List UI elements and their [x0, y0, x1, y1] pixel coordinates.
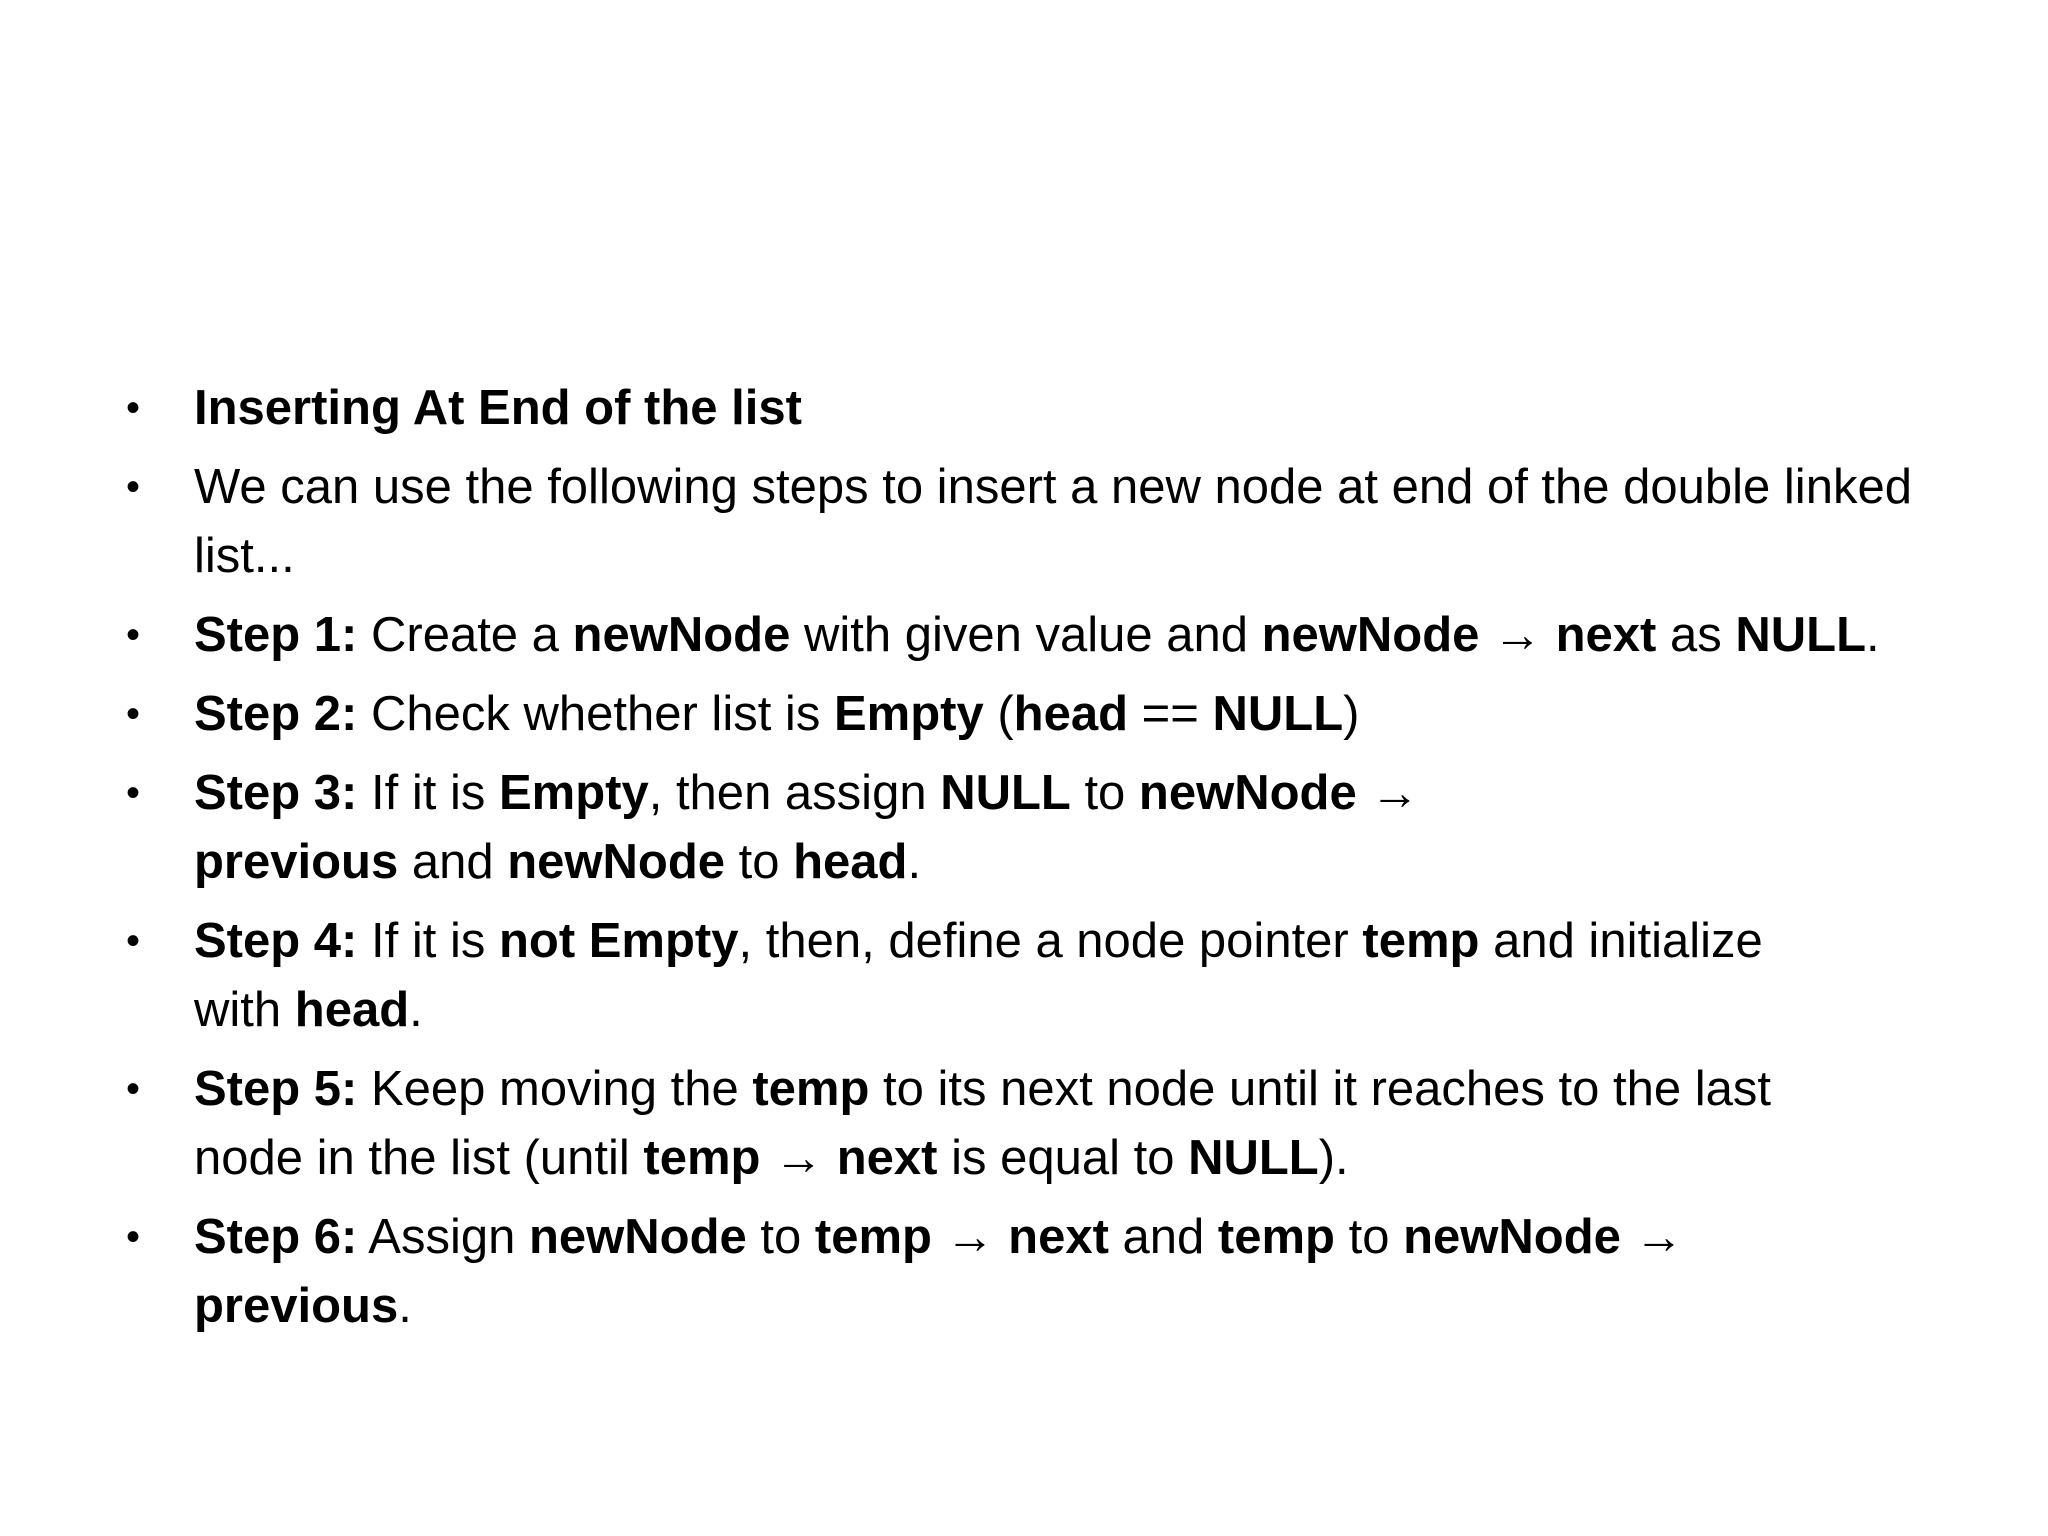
- bold-text: newNode: [528, 1210, 747, 1264]
- bullet-item: [126, 374, 1996, 443]
- bold-text: Step 6:: [194, 1210, 358, 1264]
- text: ==: [1128, 687, 1213, 741]
- bold-text: Inserting At End of the list: [194, 381, 802, 435]
- bold-text: Step 2:: [194, 687, 358, 741]
- text: and: [1108, 1210, 1218, 1264]
- bold-text: head: [294, 983, 410, 1037]
- bullet-item: [126, 1203, 1996, 1341]
- bold-text: temp → next: [814, 1210, 1109, 1264]
- bullet-list: [126, 374, 1996, 1351]
- text: .: [398, 1279, 412, 1333]
- bullet-item: [126, 907, 1996, 1045]
- text: Check whether list is: [357, 687, 834, 741]
- bold-text: Empty: [498, 766, 649, 820]
- text: to: [746, 1210, 815, 1264]
- text: to: [725, 835, 794, 889]
- text: .: [1866, 608, 1880, 662]
- bullet-dot-icon: •: [126, 465, 141, 509]
- bullet-dot-icon: •: [126, 919, 141, 963]
- bold-text: temp: [752, 1062, 870, 1116]
- text: If it is: [357, 914, 499, 968]
- bold-text: Step 1:: [194, 608, 358, 662]
- text: , then assign: [648, 766, 941, 820]
- bullet-dot-icon: •: [126, 1215, 141, 1259]
- bold-text: newNode: [507, 835, 726, 889]
- text: and initialize: [1479, 914, 1763, 968]
- bold-text: head: [1013, 687, 1129, 741]
- text: If it is: [357, 766, 499, 820]
- bullet-dot-icon: •: [126, 1067, 141, 1111]
- text: to: [1070, 766, 1139, 820]
- bold-text: Step 4:: [194, 914, 358, 968]
- bold-text: temp: [1362, 914, 1480, 968]
- text: .: [907, 835, 922, 889]
- bold-text: previous: [194, 835, 399, 889]
- text: Assign: [357, 1210, 529, 1264]
- bullet-item: [126, 759, 1996, 897]
- text: and: [398, 835, 508, 889]
- bold-text: not Empty: [498, 914, 739, 968]
- bold-text: NULL: [940, 766, 1071, 820]
- bold-text: newNode → next: [1261, 608, 1657, 662]
- bold-text: NULL: [1188, 1131, 1319, 1185]
- text: ).: [1318, 1131, 1349, 1185]
- text: as: [1656, 608, 1736, 662]
- bold-text: newNode: [572, 608, 791, 662]
- bold-text: newNode →: [1403, 1210, 1684, 1264]
- text: with given value and: [790, 608, 1262, 662]
- text: to its next node until it reaches to the last: [869, 1062, 1771, 1116]
- text: Keep moving the: [357, 1062, 753, 1116]
- text: is equal to: [937, 1131, 1189, 1185]
- text: ): [1343, 687, 1360, 741]
- bullet-dot-icon: •: [126, 771, 141, 815]
- bullet-item: [126, 601, 1996, 670]
- text: Create a: [357, 608, 573, 662]
- bold-text: temp → next: [643, 1131, 938, 1185]
- bold-text: Step 3:: [194, 766, 358, 820]
- bold-text: head: [793, 835, 908, 889]
- bold-text: NULL: [1735, 608, 1866, 662]
- text: (: [983, 687, 1014, 741]
- bold-text: temp: [1217, 1210, 1335, 1264]
- text: .: [409, 983, 423, 1037]
- bold-text: newNode →: [1138, 766, 1420, 820]
- bullet-item: [126, 453, 1996, 591]
- bullet-dot-icon: •: [126, 692, 141, 736]
- text: to: [1335, 1210, 1404, 1264]
- bold-text: Empty: [833, 687, 984, 741]
- bold-text: Step 5:: [194, 1062, 358, 1116]
- bullet-item: [126, 1055, 1996, 1193]
- bold-text: NULL: [1212, 687, 1344, 741]
- text: node in the list (until: [194, 1131, 644, 1185]
- bold-text: previous: [194, 1279, 399, 1333]
- text: with: [194, 983, 295, 1037]
- bullet-item: [126, 680, 1996, 749]
- bullet-dot-icon: •: [126, 386, 141, 430]
- bullet-dot-icon: •: [126, 613, 141, 657]
- text: , then, define a node pointer: [738, 914, 1363, 968]
- text: We can use the following steps to insert a new node at end of the double linked list...: [194, 460, 1912, 583]
